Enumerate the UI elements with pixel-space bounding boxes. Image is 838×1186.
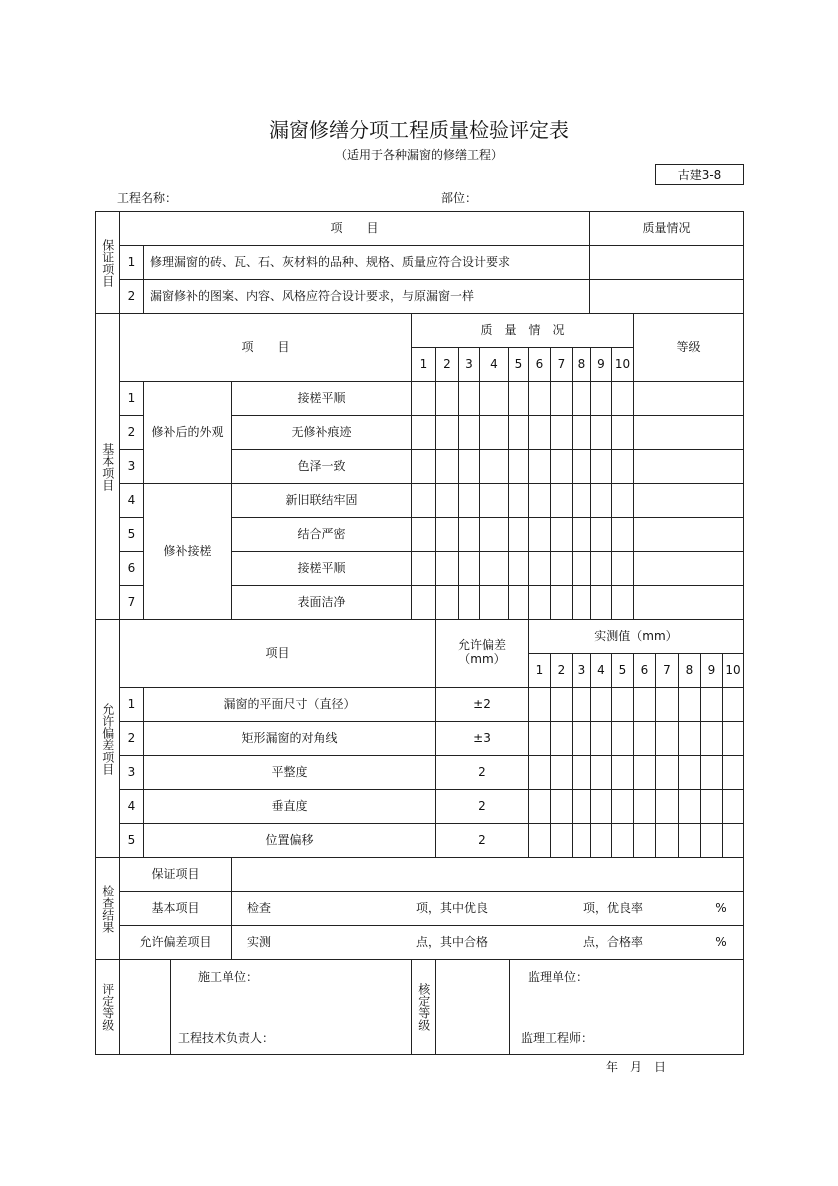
- results-deviation-label: 允许偏差项目: [119, 925, 232, 960]
- deviation-measured-cell[interactable]: [655, 721, 679, 756]
- basic-row-item: 表面洁净: [231, 585, 412, 620]
- deviation-measured-cell[interactable]: [700, 823, 723, 858]
- deviation-row-number: 2: [119, 721, 144, 756]
- guarantee-header-item: 项 目: [119, 211, 590, 246]
- deviation-measured-cell[interactable]: [655, 823, 679, 858]
- deviation-measured-cell[interactable]: [528, 721, 551, 756]
- deviation-header-tolerance: 允许偏差: [457, 637, 506, 652]
- deviation-row-item: 漏窗的平面尺寸（直径）: [143, 687, 436, 722]
- guarantee-row-text: 修理漏窗的砖、瓦、石、灰材料的品种、规格、质量应符合设计要求: [143, 245, 590, 280]
- location-label: 部位：: [441, 191, 478, 205]
- basic-quality-cell[interactable]: [528, 449, 551, 484]
- deviation-measured-cell[interactable]: [722, 789, 744, 824]
- basic-quality-cell[interactable]: [590, 381, 612, 416]
- basic-column-number: 6: [528, 347, 551, 382]
- basic-column-number: 8: [572, 347, 591, 382]
- deviation-header-item: 项目: [119, 619, 436, 688]
- guarantee-row-text: 漏窗修补的图案、内容、风格应符合设计要求，与原漏窗一样: [143, 279, 590, 314]
- deviation-measured-cell[interactable]: [655, 789, 679, 824]
- basic-quality-cell[interactable]: [590, 551, 612, 586]
- construction-unit-label: 施工单位：: [198, 969, 259, 984]
- deviation-measured-cell[interactable]: [611, 755, 634, 790]
- results-basic-of-which: 项，其中优良: [416, 901, 489, 916]
- guarantee-row-number: 1: [119, 245, 144, 280]
- deviation-measured-cell[interactable]: [655, 687, 679, 722]
- project-name-label: 工程名称：: [117, 191, 178, 205]
- results-section-label: 检查结果: [95, 857, 120, 960]
- deviation-measured-cell[interactable]: [722, 721, 744, 756]
- deviation-row-tolerance: ±3: [435, 721, 529, 756]
- deviation-row-tolerance: 2: [435, 789, 529, 824]
- basic-row-number: 2: [119, 415, 144, 450]
- deviation-measured-cell[interactable]: [722, 755, 744, 790]
- basic-quality-cell[interactable]: [479, 483, 509, 518]
- deviation-measured-cell[interactable]: [633, 721, 656, 756]
- form-code: 古建3-8: [655, 164, 744, 185]
- basic-quality-cell[interactable]: [435, 415, 459, 450]
- basic-group-label: 修补后的外观: [143, 381, 232, 484]
- guarantee-row-quality-field[interactable]: [589, 245, 744, 280]
- basic-row-item: 无修补痕迹: [231, 415, 412, 450]
- basic-quality-cell[interactable]: [572, 551, 591, 586]
- basic-quality-cell[interactable]: [572, 449, 591, 484]
- basic-quality-cell[interactable]: [479, 415, 509, 450]
- deviation-measured-cell[interactable]: [550, 755, 573, 790]
- basic-quality-cell[interactable]: [572, 381, 591, 416]
- deviation-measured-cell[interactable]: [722, 687, 744, 722]
- deviation-measured-cell[interactable]: [633, 755, 656, 790]
- deviation-column-number: 8: [678, 653, 701, 688]
- basic-grade-cell[interactable]: [633, 517, 744, 552]
- basic-quality-cell[interactable]: [550, 517, 573, 552]
- basic-quality-cell[interactable]: [508, 551, 529, 586]
- deviation-column-number: 7: [655, 653, 679, 688]
- page-subtitle: （适用于各种漏窗的修缮工程）: [334, 148, 503, 162]
- basic-quality-cell[interactable]: [479, 449, 509, 484]
- deviation-row-item: 位置偏移: [143, 823, 436, 858]
- deviation-column-number: 10: [722, 653, 744, 688]
- deviation-measured-cell[interactable]: [550, 823, 573, 858]
- deviation-measured-cell[interactable]: [678, 755, 701, 790]
- basic-quality-cell[interactable]: [458, 381, 480, 416]
- basic-quality-cell[interactable]: [508, 449, 529, 484]
- basic-row-number: 4: [119, 483, 144, 518]
- basic-quality-cell[interactable]: [435, 551, 459, 586]
- results-basic-pct: %: [715, 901, 727, 916]
- basic-row-item: 色泽一致: [231, 449, 412, 484]
- basic-quality-cell[interactable]: [611, 415, 634, 450]
- basic-column-number: 2: [435, 347, 459, 382]
- basic-quality-cell[interactable]: [435, 585, 459, 620]
- deviation-measured-cell[interactable]: [633, 789, 656, 824]
- basic-quality-cell[interactable]: [572, 483, 591, 518]
- basic-quality-cell[interactable]: [528, 483, 551, 518]
- basic-quality-cell[interactable]: [458, 517, 480, 552]
- basic-grade-cell[interactable]: [633, 585, 744, 620]
- deviation-measured-cell[interactable]: [550, 687, 573, 722]
- basic-quality-cell[interactable]: [411, 415, 436, 450]
- basic-quality-cell[interactable]: [458, 551, 480, 586]
- basic-quality-cell[interactable]: [508, 381, 529, 416]
- basic-quality-cell[interactable]: [611, 585, 634, 620]
- deviation-measured-cell[interactable]: [678, 823, 701, 858]
- deviation-column-number: 3: [572, 653, 591, 688]
- basic-row-number: 1: [119, 381, 144, 416]
- deviation-measured-cell[interactable]: [590, 789, 612, 824]
- basic-row-number: 6: [119, 551, 144, 586]
- basic-quality-cell[interactable]: [435, 449, 459, 484]
- guarantee-header-quality: 质量情况: [589, 211, 744, 246]
- deviation-measured-cell[interactable]: [590, 687, 612, 722]
- deviation-column-number: 5: [611, 653, 634, 688]
- basic-quality-cell[interactable]: [550, 415, 573, 450]
- deviation-measured-cell[interactable]: [611, 687, 634, 722]
- basic-column-number: 4: [479, 347, 509, 382]
- verified-grade-label: 核定等级: [411, 959, 436, 1055]
- basic-quality-cell[interactable]: [590, 517, 612, 552]
- deviation-header-unit: （mm）: [458, 651, 506, 666]
- deviation-row-tolerance: 2: [435, 823, 529, 858]
- basic-column-number: 5: [508, 347, 529, 382]
- basic-quality-cell[interactable]: [572, 585, 591, 620]
- results-basic-check: 检查: [247, 901, 272, 916]
- results-guarantee-field[interactable]: [231, 857, 744, 892]
- deviation-row-tolerance: ±2: [435, 687, 529, 722]
- results-deviation-of-which: 点，其中合格: [416, 935, 489, 950]
- basic-quality-cell[interactable]: [550, 381, 573, 416]
- basic-quality-cell[interactable]: [508, 415, 529, 450]
- deviation-measured-cell[interactable]: [572, 789, 591, 824]
- basic-quality-cell[interactable]: [528, 381, 551, 416]
- basic-grade-cell[interactable]: [633, 551, 744, 586]
- deviation-column-number: 2: [550, 653, 573, 688]
- basic-row-number: 5: [119, 517, 144, 552]
- deviation-row-number: 5: [119, 823, 144, 858]
- date-label: 年 月 日: [606, 1060, 667, 1074]
- basic-quality-cell[interactable]: [479, 517, 509, 552]
- basic-quality-cell[interactable]: [611, 551, 634, 586]
- basic-row-item: 接槎平顺: [231, 381, 412, 416]
- basic-quality-cell[interactable]: [435, 381, 459, 416]
- basic-grade-cell[interactable]: [633, 483, 744, 518]
- supervision-engineer-label: 监理工程师：: [521, 1031, 594, 1046]
- deviation-section-label: 允许偏差项目: [95, 619, 120, 858]
- basic-quality-cell[interactable]: [411, 551, 436, 586]
- basic-quality-cell[interactable]: [411, 483, 436, 518]
- basic-quality-cell[interactable]: [528, 415, 551, 450]
- deviation-measured-cell[interactable]: [528, 823, 551, 858]
- basic-quality-cell[interactable]: [528, 551, 551, 586]
- deviation-row-number: 1: [119, 687, 144, 722]
- page-title: 漏窗修缮分项工程质量检验评定表: [269, 118, 569, 142]
- deviation-column-number: 6: [633, 653, 656, 688]
- basic-quality-cell[interactable]: [590, 449, 612, 484]
- deviation-measured-cell[interactable]: [633, 823, 656, 858]
- deviation-measured-cell[interactable]: [528, 755, 551, 790]
- basic-quality-cell[interactable]: [550, 585, 573, 620]
- deviation-row-item: 平整度: [143, 755, 436, 790]
- deviation-measured-cell[interactable]: [611, 721, 634, 756]
- basic-quality-cell[interactable]: [458, 585, 480, 620]
- basic-grade-cell[interactable]: [633, 449, 744, 484]
- deviation-measured-cell[interactable]: [700, 755, 723, 790]
- basic-quality-cell[interactable]: [411, 381, 436, 416]
- deviation-measured-cell[interactable]: [572, 755, 591, 790]
- basic-quality-cell[interactable]: [590, 415, 612, 450]
- basic-quality-cell[interactable]: [611, 517, 634, 552]
- deviation-measured-cell[interactable]: [678, 789, 701, 824]
- deviation-measured-cell[interactable]: [528, 687, 551, 722]
- results-deviation-rate: 点，合格率: [583, 935, 644, 950]
- deviation-measured-cell[interactable]: [678, 687, 701, 722]
- deviation-measured-cell[interactable]: [722, 823, 744, 858]
- basic-quality-cell[interactable]: [508, 585, 529, 620]
- basic-quality-cell[interactable]: [590, 585, 612, 620]
- basic-quality-cell[interactable]: [458, 415, 480, 450]
- basic-quality-cell[interactable]: [411, 517, 436, 552]
- basic-quality-cell[interactable]: [479, 381, 509, 416]
- basic-quality-cell[interactable]: [479, 585, 509, 620]
- basic-header-grade: 等级: [633, 313, 744, 382]
- deviation-column-number: 4: [590, 653, 612, 688]
- basic-quality-cell[interactable]: [590, 483, 612, 518]
- basic-quality-cell[interactable]: [479, 551, 509, 586]
- basic-quality-cell[interactable]: [572, 415, 591, 450]
- basic-column-number: 9: [590, 347, 612, 382]
- basic-grade-cell[interactable]: [633, 381, 744, 416]
- supervision-unit-label: 监理单位：: [528, 969, 589, 984]
- guarantee-row-quality-field[interactable]: [589, 279, 744, 314]
- deviation-row-number: 4: [119, 789, 144, 824]
- basic-quality-cell[interactable]: [611, 449, 634, 484]
- deviation-measured-cell[interactable]: [572, 721, 591, 756]
- verified-grade-field[interactable]: [435, 959, 510, 1055]
- results-basic-rate: 项，优良率: [583, 901, 644, 916]
- basic-quality-cell[interactable]: [550, 483, 573, 518]
- deviation-measured-cell[interactable]: [550, 721, 573, 756]
- basic-row-number: 3: [119, 449, 144, 484]
- basic-row-item: 接槎平顺: [231, 551, 412, 586]
- basic-quality-cell[interactable]: [611, 483, 634, 518]
- basic-row-number: 7: [119, 585, 144, 620]
- basic-quality-cell[interactable]: [550, 551, 573, 586]
- tech-lead-label: 工程技术负责人：: [178, 1031, 275, 1046]
- deviation-header-measured: 实测值（mm）: [528, 619, 744, 654]
- basic-column-number: 7: [550, 347, 573, 382]
- deviation-row-item: 垂直度: [143, 789, 436, 824]
- deviation-measured-cell[interactable]: [550, 789, 573, 824]
- basic-column-number: 1: [411, 347, 436, 382]
- guarantee-section-label: 保证项目: [95, 211, 120, 314]
- deviation-measured-cell[interactable]: [590, 823, 612, 858]
- basic-quality-cell[interactable]: [611, 381, 634, 416]
- evaluation-section-label: 评定等级: [95, 959, 120, 1055]
- deviation-measured-cell[interactable]: [633, 687, 656, 722]
- deviation-measured-cell[interactable]: [611, 789, 634, 824]
- results-deviation-measured: 实测: [247, 935, 272, 950]
- deviation-measured-cell[interactable]: [572, 823, 591, 858]
- basic-quality-cell[interactable]: [411, 585, 436, 620]
- basic-row-item: 新旧联结牢固: [231, 483, 412, 518]
- basic-quality-cell[interactable]: [508, 517, 529, 552]
- basic-grade-cell[interactable]: [633, 415, 744, 450]
- deviation-row-tolerance: 2: [435, 755, 529, 790]
- results-deviation-pct: %: [715, 935, 727, 950]
- basic-quality-cell[interactable]: [435, 483, 459, 518]
- deviation-column-number: 9: [700, 653, 723, 688]
- deviation-measured-cell[interactable]: [590, 721, 612, 756]
- basic-group-label: 修补接槎: [143, 483, 232, 620]
- deviation-measured-cell[interactable]: [611, 823, 634, 858]
- basic-quality-cell[interactable]: [458, 483, 480, 518]
- results-guarantee-label: 保证项目: [119, 857, 232, 892]
- results-basic-label: 基本项目: [119, 891, 232, 926]
- basic-quality-cell[interactable]: [528, 585, 551, 620]
- basic-quality-cell[interactable]: [508, 483, 529, 518]
- deviation-column-number: 1: [528, 653, 551, 688]
- basic-header-item: 项 目: [119, 313, 412, 382]
- basic-quality-cell[interactable]: [411, 449, 436, 484]
- deviation-row-number: 3: [119, 755, 144, 790]
- basic-quality-cell[interactable]: [550, 449, 573, 484]
- deviation-measured-cell[interactable]: [590, 755, 612, 790]
- basic-quality-cell[interactable]: [458, 449, 480, 484]
- deviation-measured-cell[interactable]: [655, 755, 679, 790]
- deviation-measured-cell[interactable]: [700, 687, 723, 722]
- deviation-measured-cell[interactable]: [528, 789, 551, 824]
- basic-header-quality: 质 量 情 况: [411, 313, 634, 348]
- deviation-measured-cell[interactable]: [700, 721, 723, 756]
- basic-quality-cell[interactable]: [528, 517, 551, 552]
- deviation-measured-cell[interactable]: [700, 789, 723, 824]
- deviation-measured-cell[interactable]: [678, 721, 701, 756]
- deviation-measured-cell[interactable]: [572, 687, 591, 722]
- guarantee-row-number: 2: [119, 279, 144, 314]
- basic-column-number: 3: [458, 347, 480, 382]
- basic-column-number: 10: [611, 347, 634, 382]
- basic-quality-cell[interactable]: [435, 517, 459, 552]
- evaluation-grade-field[interactable]: [119, 959, 171, 1055]
- basic-section-label: 基本项目: [95, 313, 120, 620]
- deviation-row-item: 矩形漏窗的对角线: [143, 721, 436, 756]
- basic-row-item: 结合严密: [231, 517, 412, 552]
- basic-quality-cell[interactable]: [572, 517, 591, 552]
